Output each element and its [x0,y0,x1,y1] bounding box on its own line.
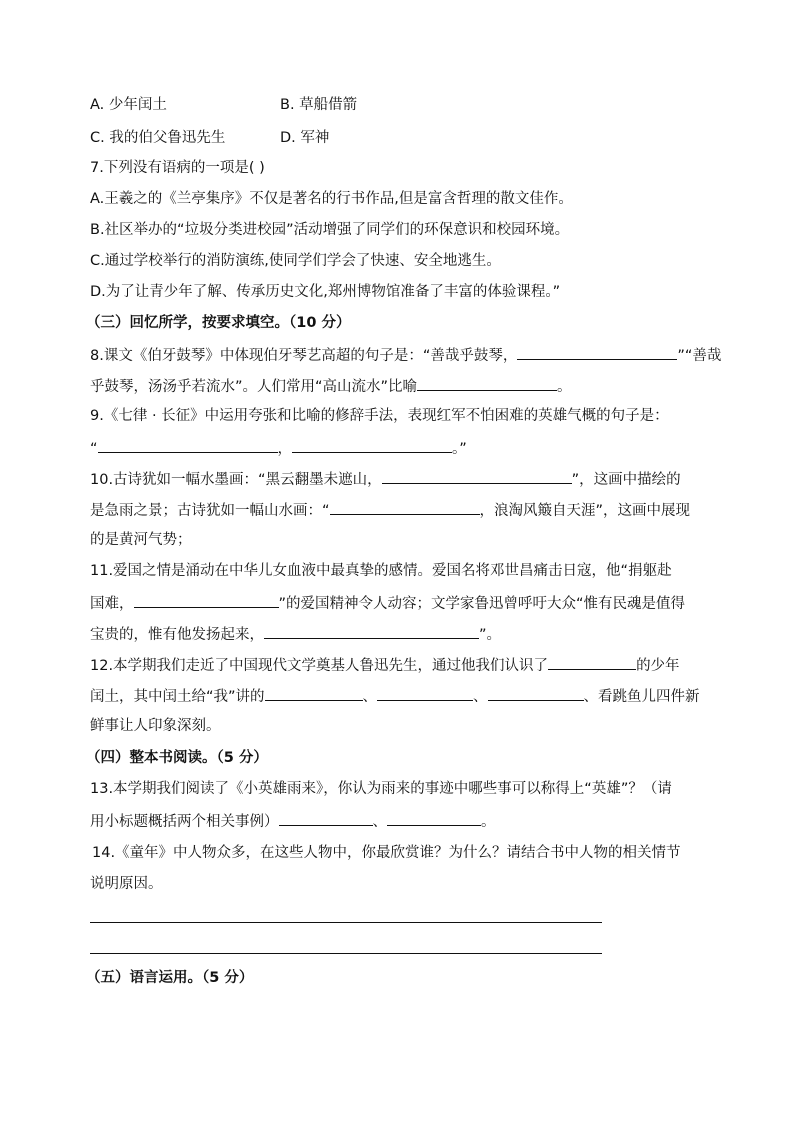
q11-text-4: 宝贵的，惟有他发扬起来， [90,627,264,643]
q7-stem: 7.下列没有语病的一项是( ) [90,160,265,176]
q12-line1 [90,654,680,676]
q9-text-2: “ [90,441,98,457]
q10-line3: 的是黄河气势； [90,532,192,548]
q12-blank-4[interactable] [488,685,584,701]
q11-text-5: ”。 [479,627,502,643]
q12-text-5: 、 [473,689,488,705]
q13-line2 [90,810,496,832]
q13-line1: 13.本学期我们阅读了《小英雄雨来》，你认为雨来的事迹中哪些事可以称得上“英雄”？（请 [90,781,672,797]
q8-blank-2[interactable] [417,375,557,391]
q11-text-2: 国难， [90,596,134,612]
section3-heading: （三）回忆所学，按要求填空。（10 分） [86,315,351,331]
q13-text-3: 、 [372,814,387,830]
q9-line2 [90,437,467,459]
q12-blank-3[interactable] [377,685,473,701]
q10-line1 [90,468,681,490]
q11-line2 [90,592,685,614]
q13-blank-2[interactable] [387,810,481,826]
q9-blank-1[interactable] [98,437,278,453]
q13-text-2: 用小标题概括两个相关事例） [90,814,279,830]
q12-text-2: 的少年 [636,658,680,674]
q13-blank-1[interactable] [279,810,373,826]
q11-line3 [90,623,501,645]
q6-option-a: A. 少年闰土 [90,97,167,113]
q11-blank-1[interactable] [134,592,279,608]
q12-text-1: 12.本学期我们走近了中国现代文学奠基人鲁迅先生，通过他我们认识了 [90,658,549,674]
q12-line2 [90,685,700,707]
section5-heading: （五）语言运用。（5 分） [86,970,254,986]
q12-text-3: 闰土，其中闰土给“我”讲的 [90,689,265,705]
q10-text-4: ，浪淘风簸自天涯”，这画中展现 [479,503,691,519]
q7-option-b: B.社区举办的“垃圾分类进校园”活动增强了同学们的环保意识和校园环境。 [90,222,570,238]
q8-blank-1[interactable] [517,344,677,360]
q10-text-2: ”，这画中描绘的 [571,472,681,488]
q7-option-a: A.王羲之的《兰亭集序》不仅是著名的行书作品,但是富含哲理的散文佳作。 [90,191,573,207]
q10-text-1: 10.古诗犹如一幅水墨画：“黑云翻墨未遮山， [90,472,382,488]
q14-line2: 说明原因。 [90,876,163,892]
q8-text-4: 。 [557,379,572,395]
q6-option-c: C. 我的伯父鲁迅先生 [90,130,226,146]
q12-text-4: 、 [362,689,378,705]
q11-line1: 11.爱国之情是涌动在中华儿女血液中最真挚的感情。爱国名将邓世昌痛击日寇，他“捐躯赴 [90,563,672,579]
q7-option-c: C.通过学校举行的消防演练,使同学们学会了快速、安全地逃生。 [90,253,501,269]
q9-blank-2[interactable] [292,437,452,453]
q6-option-d: D. 军神 [280,130,330,146]
q11-blank-2[interactable] [264,623,479,639]
q12-line3: 鲜事让人印象深刻。 [90,718,221,734]
q10-line2 [90,499,690,521]
q8-text-3: 乎鼓琴，汤汤乎若流水”。人们常用“高山流水”比喻 [90,379,418,395]
q10-blank-1[interactable] [382,468,572,484]
q12-text-6: 、看跳鱼儿四件新 [583,689,700,705]
q12-blank-1[interactable] [548,654,636,670]
q6-option-b: B. 草船借箭 [280,97,358,113]
q9-text-3: ， [277,441,293,457]
q8-text-1: 8.课文《伯牙鼓琴》中体现伯牙琴艺高超的句子是：“善哉乎鼓琴， [90,348,518,364]
q8-text-2: ”“善哉 [677,348,722,364]
q14-answer-line-2[interactable] [90,953,602,954]
q7-option-d: D.为了让青少年了解、传承历史文化,郑州博物馆准备了丰富的体验课程。” [90,284,561,300]
q8-line1 [90,344,721,366]
q10-text-3: 是急雨之景；古诗犹如一幅山水画：“ [90,503,330,519]
q9-line1: 9.《七律 · 长征》中运用夸张和比喻的修辞手法，表现红军不怕困难的英雄气概的句子是： [90,408,669,424]
q8-line2 [90,375,572,397]
q11-text-3: ”的爱国精神令人动容；文学家鲁迅曾呼吁大众“惟有民魂是值得 [278,596,686,612]
section4-heading: （四）整本书阅读。（5 分） [86,750,268,766]
q13-text-4: 。 [481,814,496,830]
q9-text-4: 。” [452,441,467,457]
q14-answer-line-1[interactable] [90,922,602,923]
q12-blank-2[interactable] [265,685,363,701]
q14-line1: 14.《童年》中人物众多，在这些人物中，你最欣赏谁？为什么？请结合书中人物的相关情节 [92,845,681,861]
q10-blank-2[interactable] [330,499,480,515]
